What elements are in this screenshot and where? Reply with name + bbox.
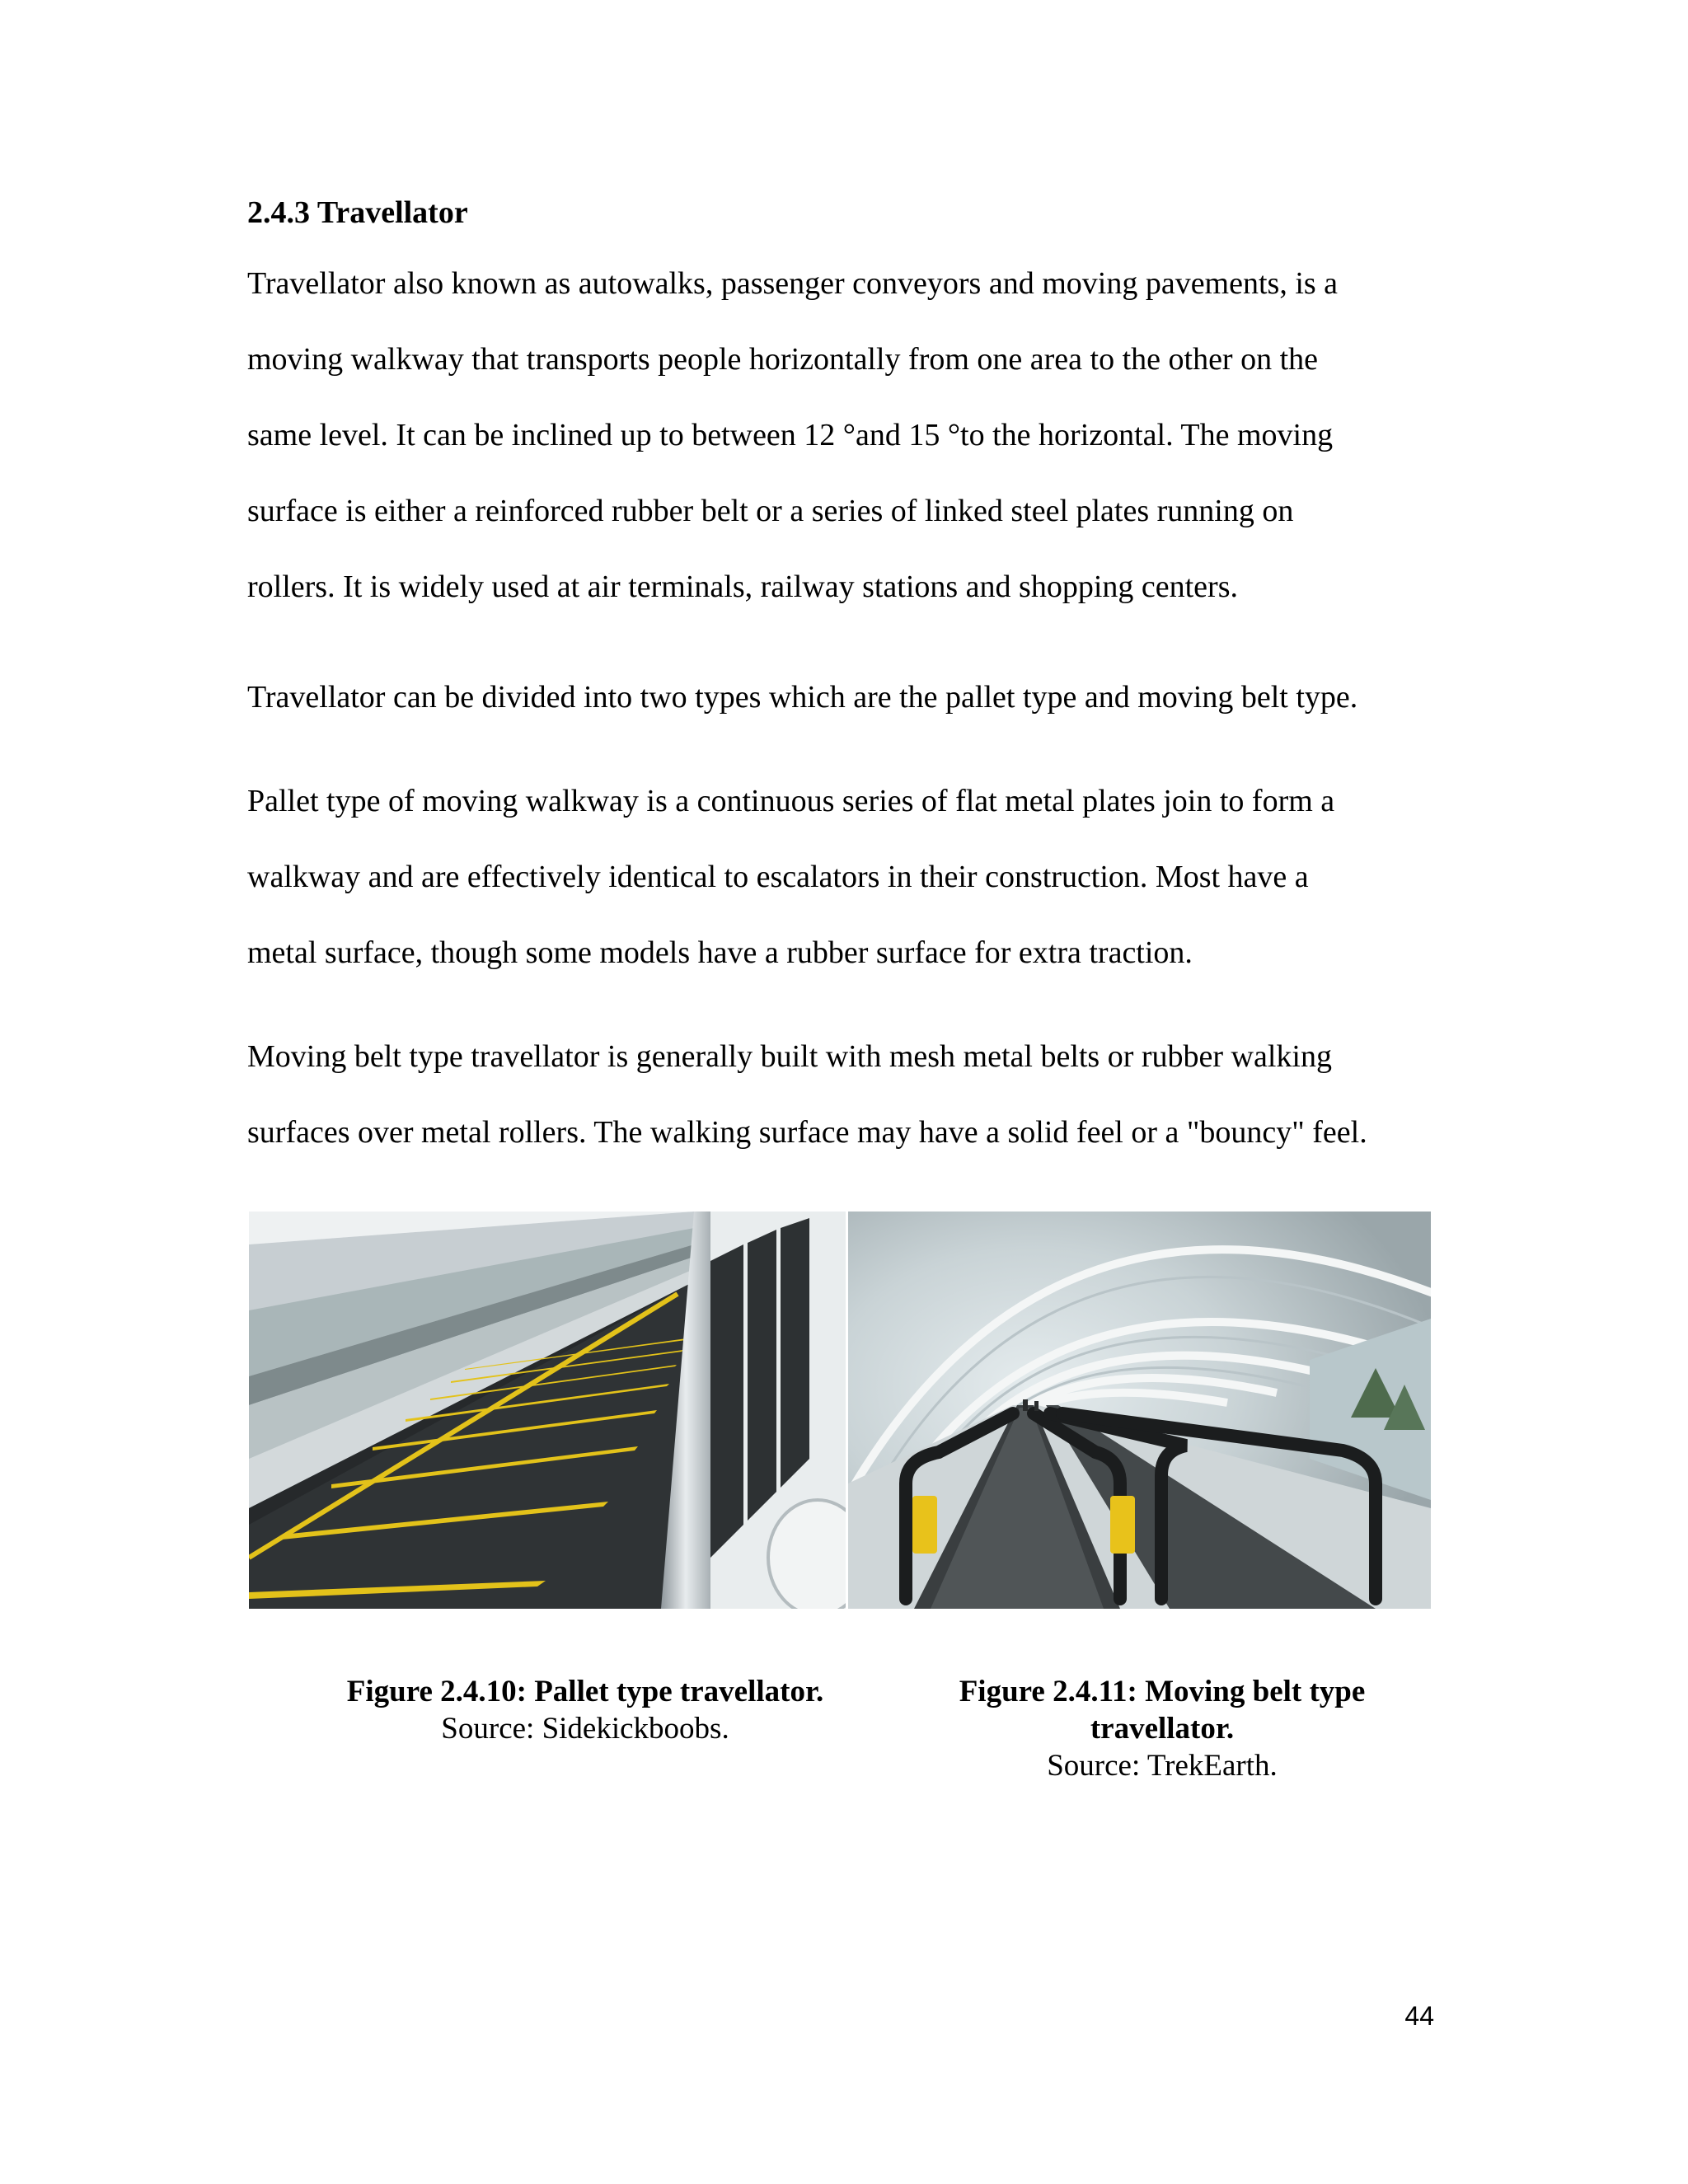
paragraph-2 [247, 659, 1451, 735]
figure-row [249, 1212, 1431, 1609]
paragraph-line: rollers. It is widely used at air terminals, railway stations and shopping centers. [247, 569, 1238, 604]
page-number: 44 [1404, 2001, 1434, 2031]
paragraph-line: Travellator also known as autowalks, passenger conveyors and moving pavements, is a [247, 266, 1339, 301]
paragraph-line: same level. It can be inclined up to between 12 °and 15 °to the horizontal. The moving [247, 418, 1334, 452]
figure-source: Source: Sidekickboobs. [441, 1712, 729, 1746]
paragraph-line: moving walkway that transports people horizontally from one area to the other on the [247, 342, 1319, 377]
paragraph-line: Pallet type of moving walkway is a continuous series of flat metal plates join to form a [247, 784, 1335, 818]
figure-caption-right [915, 1673, 1409, 1784]
paragraph-1 [247, 246, 1451, 625]
pallet-travellator-photo [249, 1212, 846, 1609]
moving-belt-travellator-photo [848, 1212, 1431, 1609]
paragraph-line: surfaces over metal rollers. The walking surface may have a solid feel or a "bouncy" feel. [247, 1115, 1367, 1150]
section-heading: 2.4.3 Travellator [247, 195, 468, 230]
paragraph-line: Travellator can be divided into two types which are the pallet type and moving belt type. [247, 680, 1358, 715]
figure-caption-left [272, 1673, 898, 1747]
paragraph-line: walkway and are effectively identical to escalators in their construction. Most have a [247, 860, 1309, 894]
pallet-travellator-illustration [249, 1212, 846, 1609]
figure-title-continuation: travellator. [1090, 1712, 1235, 1746]
paragraph-line: surface is either a reinforced rubber belt or a series of linked steel plates running on [247, 494, 1294, 528]
paragraph-3 [247, 763, 1451, 991]
moving-belt-travellator-illustration [848, 1212, 1431, 1609]
figure-title: Figure 2.4.10: Pallet type travellator. [346, 1675, 824, 1708]
paragraph-line: Moving belt type travellator is generally built with mesh metal belts or rubber walking [247, 1039, 1332, 1074]
paragraph-4 [247, 1019, 1451, 1170]
figure-title: Figure 2.4.11: Moving belt type [959, 1675, 1366, 1708]
paragraph-line: metal surface, though some models have a rubber surface for extra traction. [247, 935, 1193, 970]
figure-source: Source: TrekEarth. [1047, 1749, 1278, 1783]
